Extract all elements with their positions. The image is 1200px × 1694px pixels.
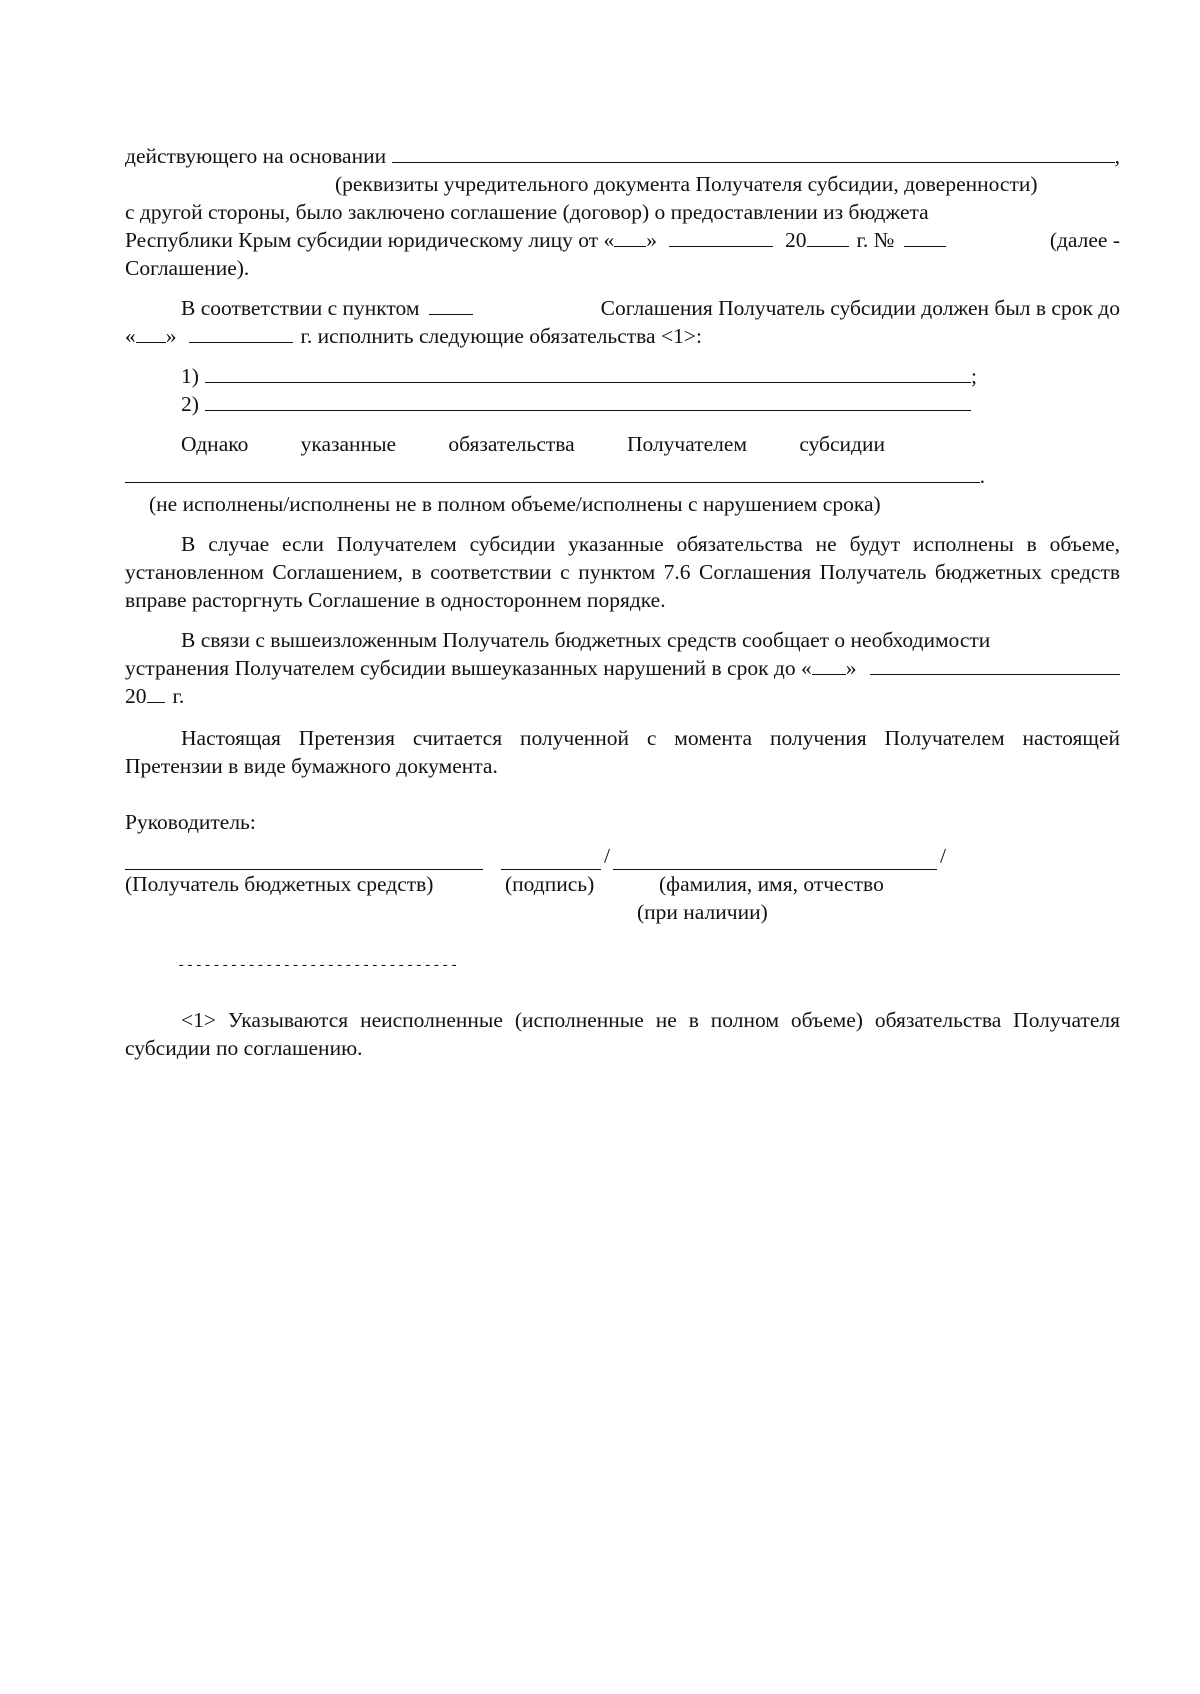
receipt-paragraph: Настоящая Претензия считается полученной с момента получения Получателем настоящей Претензии в виде бумажного документа. bbox=[125, 726, 1120, 778]
termination-paragraph: В случае если Получателем субсидии указанные обязательства не будут исполнены в объеме, установленном Соглашением, в соответствии с пунктом 7.6 Соглашения Получатель бюджетных средств вправе расторгнуть Соглашение в одностороннем порядке. bbox=[125, 532, 1120, 612]
signature-slash: / bbox=[604, 844, 610, 868]
agreement-year-prefix: 20 bbox=[785, 228, 807, 252]
signature-heading: Руководитель: bbox=[125, 810, 256, 834]
footnote-separator: -------------------------------- bbox=[177, 958, 459, 974]
signature-label-name: (фамилия, имя, отчество bbox=[659, 872, 884, 896]
remedy-line-1: В связи с вышеизложенным Получатель бюджетных средств сообщает о необходимости bbox=[181, 628, 991, 652]
footnote-text: <1> Указываются неисполненные (исполненные не в полном объеме) обязательства Получателя субсидии по соглашению. bbox=[125, 1008, 1120, 1060]
obligations-quote-open: « bbox=[125, 324, 136, 348]
signature-slash: / bbox=[940, 844, 946, 868]
basis-suffix: , bbox=[1114, 144, 1120, 168]
agreement-date-prefix: Республики Крым субсидии юридическому лицу от « bbox=[125, 228, 615, 252]
obligation-item-field[interactable] bbox=[205, 392, 971, 411]
however-hint: (не исполнены/исполнены не в полном объеме/исполнены с нарушением срока) bbox=[149, 492, 881, 516]
obligation-item bbox=[181, 390, 981, 418]
obligations-day-field[interactable] bbox=[136, 324, 166, 343]
obligations-clause-suffix: Соглашения Получатель субсидии должен был в срок до bbox=[600, 296, 1120, 320]
agreement-day-field[interactable] bbox=[614, 228, 646, 247]
remedy-quote-close: » bbox=[845, 656, 857, 680]
basis-line bbox=[125, 142, 1120, 170]
however-field-line bbox=[125, 462, 985, 490]
remedy-year-suffix: г. bbox=[172, 684, 185, 708]
remedy-line-3 bbox=[125, 682, 1120, 710]
agreement-line-1: с другой стороны, было заключено соглашение (договор) о предоставлении из бюджета bbox=[125, 200, 929, 224]
remedy-year-field[interactable] bbox=[147, 684, 165, 703]
remedy-line-2 bbox=[125, 654, 1120, 682]
obligations-month-field[interactable] bbox=[189, 324, 293, 343]
obligation-item-number: 1) bbox=[181, 364, 199, 388]
remedy-month-field[interactable] bbox=[870, 656, 1120, 675]
document-page bbox=[125, 142, 1120, 1062]
however-field[interactable] bbox=[125, 464, 980, 483]
obligations-deadline-suffix: г. исполнить следующие обязательства <1>: bbox=[300, 324, 702, 348]
signature-label-org: (Получатель бюджетных средств) bbox=[125, 872, 434, 896]
signature-name-field[interactable] bbox=[613, 845, 937, 870]
remedy-date-prefix: устранения Получателем субсидии вышеуказанных нарушений в срок до « bbox=[125, 656, 812, 680]
obligations-clause-field[interactable] bbox=[429, 296, 473, 315]
obligation-item-field[interactable] bbox=[205, 364, 971, 383]
obligations-clause-prefix: В соответствии с пунктом bbox=[181, 296, 420, 320]
agreement-year-field[interactable] bbox=[807, 228, 849, 247]
agreement-line-3: Соглашение). bbox=[125, 256, 250, 280]
agreement-number-field[interactable] bbox=[904, 228, 946, 247]
basis-field[interactable] bbox=[392, 144, 1115, 163]
agreement-number-label: г. № bbox=[856, 228, 895, 252]
obligations-line-1 bbox=[125, 294, 1120, 322]
agreement-line-2 bbox=[125, 226, 1120, 254]
however-line-end: . bbox=[979, 464, 985, 488]
obligation-item-number: 2) bbox=[181, 392, 199, 416]
agreement-month-field[interactable] bbox=[669, 228, 773, 247]
obligations-quote-close: » bbox=[165, 324, 177, 348]
remedy-day-field[interactable] bbox=[812, 656, 846, 675]
signature-lines bbox=[125, 840, 1120, 870]
signature-org-field[interactable] bbox=[125, 845, 483, 870]
basis-hint: (реквизиты учредительного документа Получателя субсидии, доверенности) bbox=[335, 172, 1038, 196]
basis-prefix: действующего на основании bbox=[125, 144, 387, 168]
signature-sign-field[interactable] bbox=[501, 845, 601, 870]
agreement-suffix: (далее - bbox=[1049, 228, 1120, 252]
obligations-line-2 bbox=[125, 322, 1120, 350]
remedy-year-prefix: 20 bbox=[125, 684, 147, 708]
obligations-list bbox=[125, 362, 981, 418]
obligation-item-end: ; bbox=[971, 364, 977, 388]
agreement-quote-close: » bbox=[646, 228, 658, 252]
signature-label-sign: (подпись) bbox=[505, 872, 595, 896]
signature-label-name-2: (при наличии) bbox=[637, 900, 768, 924]
however-line: Однако указанные обязательства Получателем субсидии bbox=[181, 432, 885, 456]
signature-labels bbox=[125, 870, 1120, 898]
obligation-item bbox=[181, 362, 981, 390]
